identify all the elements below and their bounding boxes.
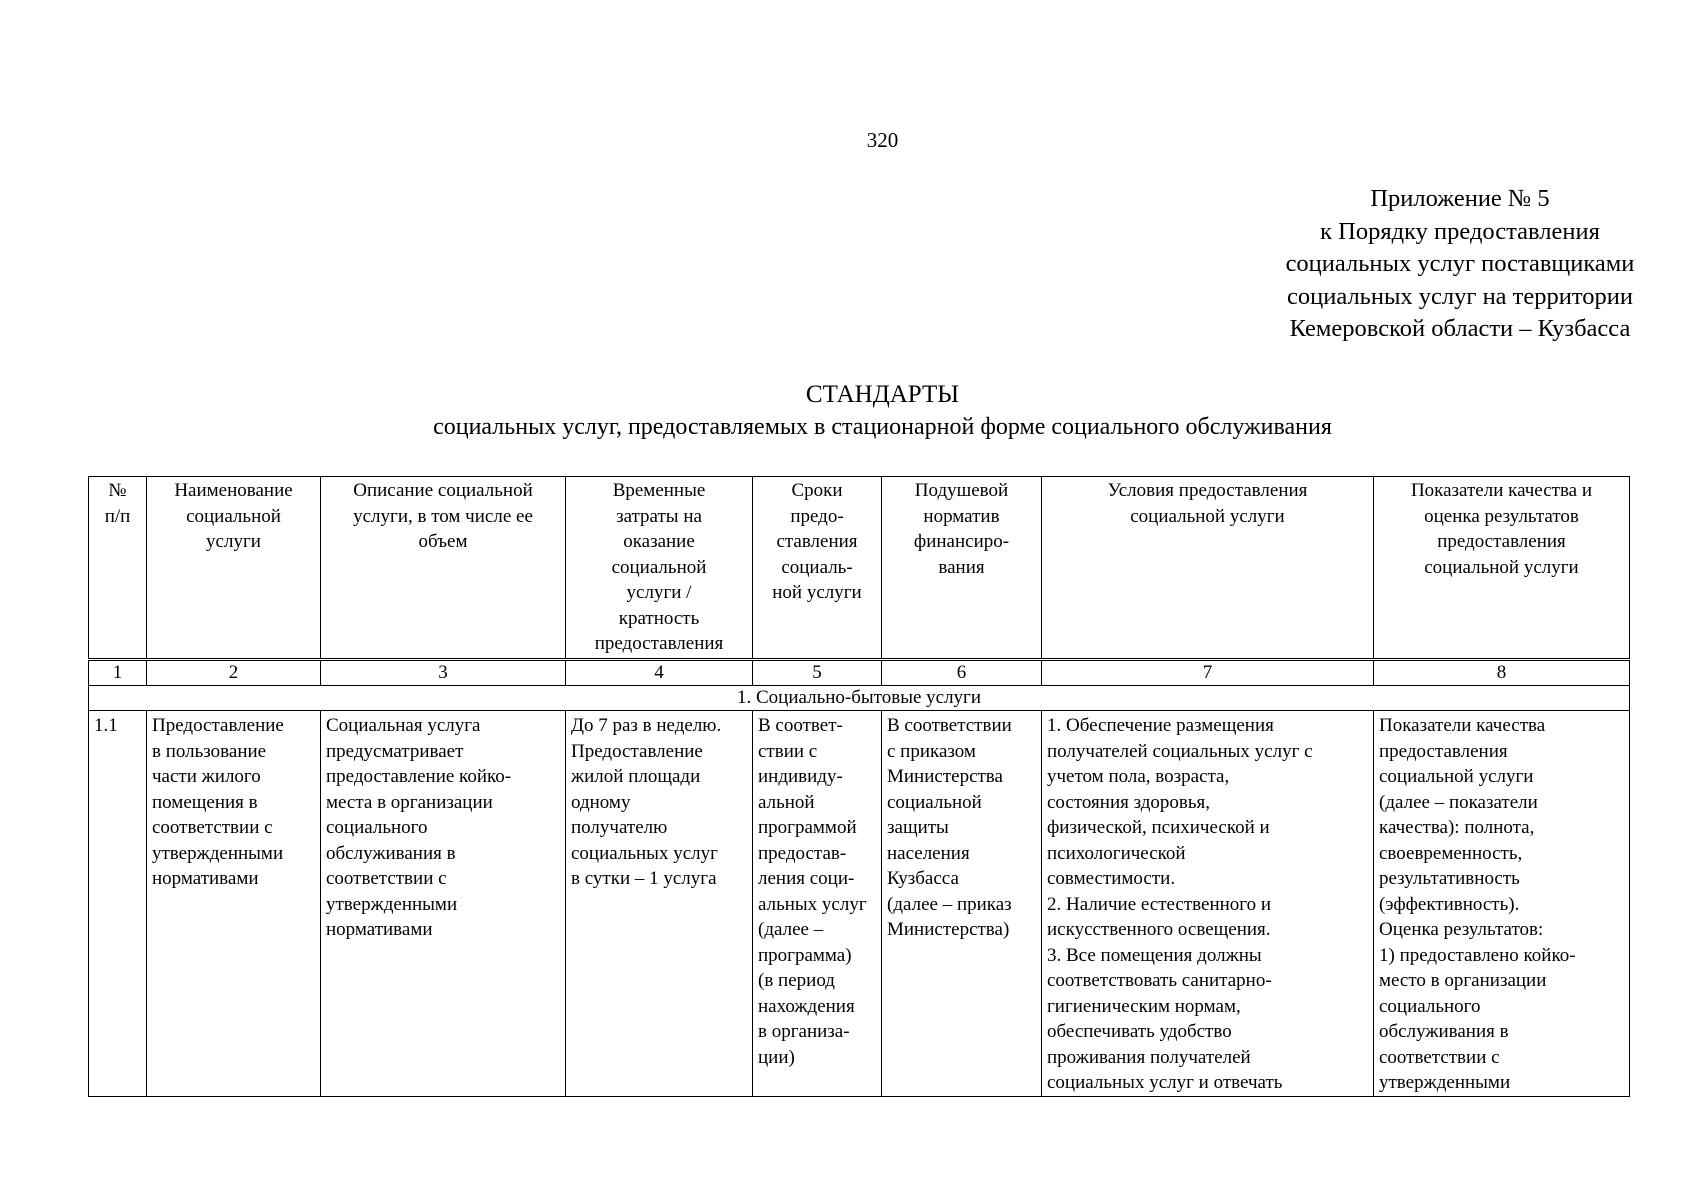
appendix-line: социальных услуг на территории: [1287, 282, 1633, 310]
cell-line: социального: [1379, 995, 1481, 1017]
cell-line: (далее – приказ: [887, 893, 1012, 915]
cell-line: затраты на: [616, 505, 702, 527]
cell-line: результативность: [1379, 868, 1520, 889]
cell-line: социаль-: [781, 556, 853, 578]
header-cell-service-description: [321, 477, 566, 660]
document-subtitle: социальных услуг, предоставляемых в стационарной форме социального обслуживания: [433, 414, 1332, 440]
column-number-cell: 1: [89, 660, 147, 686]
cell-line: социальной услуги: [1424, 556, 1579, 578]
cell-line: утвержденными: [326, 893, 458, 915]
table-header-row: [89, 477, 1630, 660]
cell-line: (эффективность).: [1379, 893, 1520, 915]
cell-line: альных услуг: [758, 893, 867, 915]
cell-line: социальной услуги: [1130, 505, 1285, 527]
cell-line: предоставления: [1379, 740, 1508, 762]
cell-line: психологической: [1047, 842, 1186, 864]
document-title: СТАНДАРТЫ: [805, 381, 960, 408]
cell-line: альной: [758, 791, 815, 813]
cell-line: обслуживания в: [1379, 1021, 1509, 1042]
cell-line: ной услуги: [772, 582, 862, 603]
cell-line: предо-: [790, 505, 844, 527]
cell-line: качества): полнота,: [1379, 817, 1535, 838]
cell-line: В соответ-: [758, 715, 843, 736]
cell-line: состояния здоровья,: [1047, 791, 1211, 813]
header-cell-conditions: [1042, 477, 1374, 660]
cell-line: 2. Наличие естественного и: [1047, 893, 1272, 915]
cell-line: п/п: [104, 505, 131, 527]
cell-line: услуги, в том числе ее: [353, 505, 533, 527]
column-number-row: [89, 660, 1630, 686]
cell-line: искусственного освещения.: [1047, 919, 1271, 940]
column-number-cell: 6: [882, 660, 1042, 686]
header-cell-service-name: [147, 477, 321, 660]
column-number-cell: 2: [147, 660, 321, 686]
section-row: [89, 686, 1630, 711]
cell-line: Социальная услуга: [326, 715, 481, 736]
column-number-cell: 3: [321, 660, 566, 686]
cell-line: гигиеническим нормам,: [1047, 995, 1241, 1017]
cell-line: ствии с: [758, 740, 818, 762]
cell-line: Подушевой: [914, 480, 1009, 501]
table-row: [89, 711, 1630, 1097]
cell-line: обслуживания в: [326, 842, 456, 864]
header-cell-number: [89, 477, 147, 660]
cell-line: нормативами: [152, 868, 259, 889]
cell-line: в организа-: [758, 1021, 850, 1042]
standards-table: [88, 476, 1630, 1097]
cell-line: в пользование: [152, 740, 267, 762]
cell-line: соответствовать санитарно-: [1047, 970, 1272, 991]
cell-line: в сутки – 1 услуга: [571, 868, 717, 889]
service-name-cell: [147, 711, 321, 1097]
cell-line: места в организации: [326, 791, 493, 813]
terms-cell: [753, 711, 882, 1097]
cell-line: Сроки: [791, 480, 843, 501]
cell-line: Показатели качества и: [1410, 480, 1593, 501]
cell-line: программой: [758, 817, 857, 838]
row-number-cell: [89, 711, 147, 1097]
cell-line: получателю: [571, 817, 668, 838]
cell-line: проживания получателей: [1047, 1046, 1251, 1068]
cell-line: Наименование: [174, 480, 293, 501]
cell-line: услуги /: [626, 582, 692, 603]
header-cell-funding-standard: [882, 477, 1042, 660]
cell-line: социальной: [186, 505, 281, 527]
cell-line: объем: [418, 531, 468, 552]
cell-line: место в организации: [1379, 970, 1547, 991]
cell-line: утвержденными: [1379, 1072, 1511, 1093]
cell-line: ставления: [776, 531, 858, 552]
cell-line: оказание: [623, 531, 695, 552]
cell-line: социальных услуг и отвечать: [1047, 1072, 1283, 1093]
cell-line: учетом пола, возраста,: [1047, 766, 1230, 787]
cell-line: №: [108, 480, 127, 501]
conditions-cell: [1042, 711, 1374, 1097]
page-number: 320: [866, 128, 899, 152]
appendix-block: [1200, 183, 1697, 346]
cell-line: предоставления: [594, 633, 724, 654]
column-number-cell: 8: [1374, 660, 1630, 686]
cell-line: предусматривает: [326, 740, 464, 762]
cell-line: оценка результатов: [1424, 505, 1579, 527]
cell-line: социальной: [887, 791, 982, 813]
cell-line: Описание социальной: [353, 480, 533, 501]
cell-line: Оценка результатов:: [1379, 919, 1544, 940]
cell-line: норматив: [923, 505, 1000, 527]
cell-line: (далее – показатели: [1379, 791, 1538, 813]
cell-line: получателей социальных услуг с: [1047, 740, 1313, 762]
header-cell-time-costs: [566, 477, 753, 660]
cell-line: 1.1: [94, 715, 118, 736]
cell-line: физической, психической и: [1047, 817, 1270, 838]
cell-line: соответствии с: [1379, 1046, 1500, 1068]
cell-line: соответствии с: [152, 817, 273, 838]
cell-line: Предоставление: [152, 715, 284, 736]
cell-line: социальной: [611, 556, 707, 578]
cell-line: части жилого: [152, 766, 261, 787]
cell-line: одному: [571, 791, 631, 813]
column-number-cell: 7: [1042, 660, 1374, 686]
cell-line: услуги: [206, 531, 261, 552]
cell-line: предоставления: [1437, 531, 1566, 552]
cell-line: населения: [887, 842, 970, 864]
header-cell-terms: [753, 477, 882, 660]
cell-line: обеспечивать удобство: [1047, 1021, 1232, 1042]
cell-line: предостав-: [758, 842, 847, 864]
cell-line: социального: [326, 817, 428, 838]
cell-line: социальной услуги: [1379, 766, 1534, 787]
appendix-line: Приложение № 5: [1370, 185, 1550, 212]
header-cell-quality-indicators: [1374, 477, 1630, 660]
appendix-line: к Порядку предоставления: [1320, 217, 1600, 245]
cell-line: До 7 раз в неделю.: [571, 715, 722, 736]
appendix-line: Кемеровской области – Кузбасса: [1289, 315, 1631, 342]
cell-line: ления соци-: [758, 868, 855, 889]
time-costs-cell: [566, 711, 753, 1097]
cell-line: защиты: [887, 817, 949, 838]
cell-line: утвержденными: [152, 842, 284, 864]
cell-line: жилой площади: [571, 766, 701, 787]
cell-line: (в период: [758, 970, 835, 991]
cell-line: (далее –: [758, 919, 824, 940]
column-number-cell: 4: [566, 660, 753, 686]
cell-line: совместимости.: [1047, 868, 1176, 889]
cell-line: с приказом: [887, 740, 976, 762]
cell-line: финансиро-: [913, 531, 1010, 552]
cell-line: программа): [758, 944, 852, 966]
cell-line: помещения в: [152, 791, 258, 813]
cell-line: вания: [938, 556, 985, 578]
cell-line: 1. Обеспечение размещения: [1047, 715, 1274, 736]
cell-line: индивиду-: [758, 766, 843, 787]
cell-line: Предоставление: [571, 740, 703, 762]
cell-line: своевременность,: [1379, 842, 1523, 864]
service-description-cell: [321, 711, 566, 1097]
section-title: 1. Социально-бытовые услуги: [89, 686, 1630, 711]
cell-line: Министерства: [887, 766, 1003, 787]
cell-line: предоставление койко-: [326, 766, 512, 787]
funding-standard-cell: [882, 711, 1042, 1097]
column-number-cell: 5: [753, 660, 882, 686]
appendix-line: социальных услуг поставщиками: [1285, 250, 1635, 277]
cell-line: В соответствии: [887, 715, 1012, 736]
quality-indicators-cell: [1374, 711, 1630, 1097]
cell-line: Кузбасса: [887, 868, 959, 889]
cell-line: кратность: [618, 607, 700, 629]
cell-line: нормативами: [326, 919, 433, 940]
cell-line: 3. Все помещения должны: [1047, 944, 1262, 966]
cell-line: ции): [758, 1046, 795, 1068]
cell-line: соответствии с: [326, 868, 447, 889]
cell-line: Условия предоставления: [1107, 480, 1308, 501]
cell-line: Министерства): [887, 919, 1010, 940]
cell-line: нахождения: [758, 995, 855, 1017]
cell-line: Показатели качества: [1379, 715, 1546, 736]
cell-line: 1) предоставлено койко-: [1379, 944, 1576, 966]
cell-line: Временные: [612, 480, 706, 501]
cell-line: социальных услуг: [571, 842, 718, 864]
